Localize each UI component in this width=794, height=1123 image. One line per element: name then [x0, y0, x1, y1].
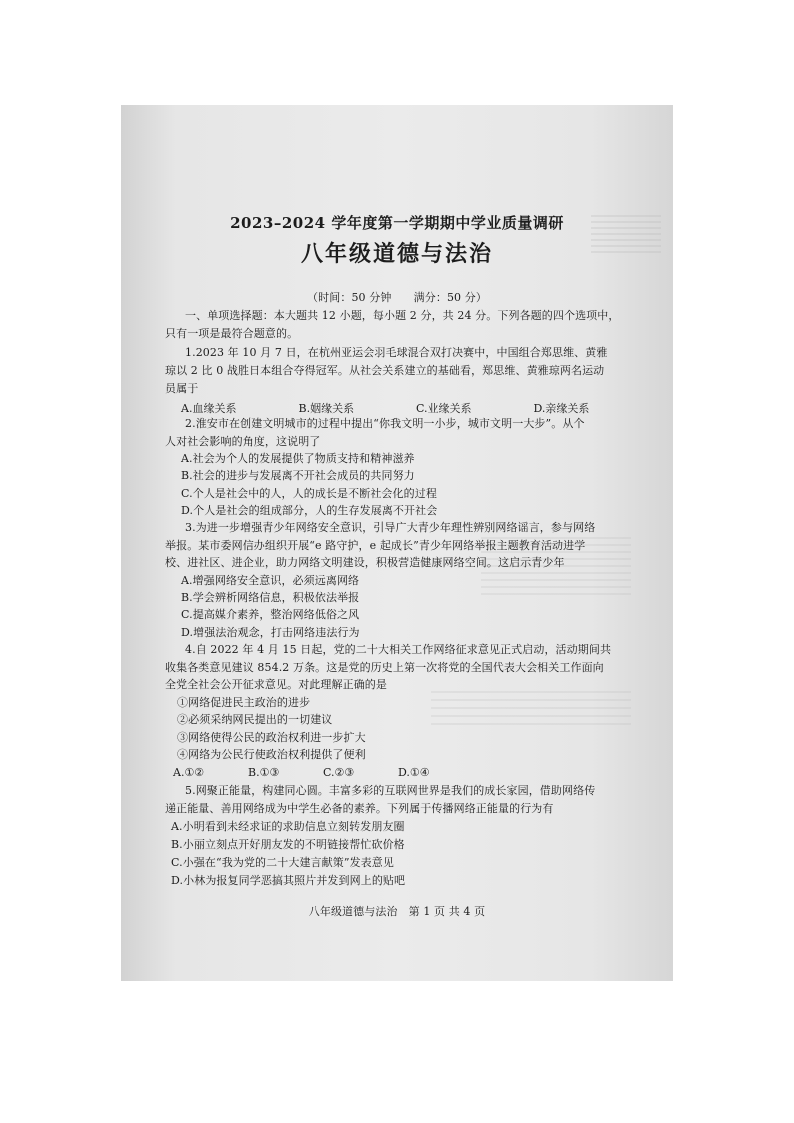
question-text: 收集各类意见建议 854.2 万条。这是党的历史上第一次将党的全国代表大会相关工作面向 — [165, 661, 604, 674]
question-text: 5.网聚正能量，构建同心圆。丰富多彩的互联网世界是我们的成长家园，借助网络传 — [185, 784, 596, 797]
statement-item: ②必须采纳网民提出的一切建议 — [177, 713, 333, 726]
question-text: 4.自 2022 年 4 月 15 日起，党的二十大相关工作网络征求意见正式启动，活动期间共 — [185, 643, 612, 656]
question-text: 人对社会影响的角度，这说明了 — [165, 435, 321, 448]
question-text: 员属于 — [165, 382, 199, 395]
bleed-through-mark — [431, 685, 631, 725]
option: D.亲缘关系 — [533, 402, 590, 415]
question-text: 3.为进一步增强青少年网络安全意识，引导广大青少年理性辨别网络谣言，参与网络 — [185, 521, 596, 534]
option: B.社会的进步与发展离不开社会成员的共同努力 — [181, 469, 415, 482]
option: C.提高媒介素养，整治网络低俗之风 — [181, 608, 360, 621]
question-text: 递正能量、善用网络成为中学生必备的素养。下列属于传播网络正能量的行为有 — [165, 802, 554, 815]
statement-item: ①网络促进民主政治的进步 — [177, 696, 311, 709]
option: B.姻缘关系 — [298, 402, 355, 415]
option: D.①④ — [398, 766, 430, 779]
option: B.①③ — [248, 766, 280, 779]
question-text: 琼以 2 比 0 战胜日本组合夺得冠军。从社会关系建立的基础看，郑思维、黄雅琼两名运动 — [165, 364, 605, 377]
question-text: 全党全社会公开征求意见。对此理解正确的是 — [165, 678, 387, 691]
school-year-heading: 2023–2024 学年度第一学期期中学业质量调研 — [230, 214, 564, 232]
option: D.小林为报复同学恶搞其照片并发到网上的贴吧 — [171, 874, 406, 887]
option: A.增强网络安全意识，必须远离网络 — [181, 574, 360, 587]
option: B.学会辨析网络信息，积极依法举报 — [181, 591, 360, 604]
option: C.个人是社会中的人，人的成长是不断社会化的过程 — [181, 487, 437, 500]
section-instruction: 只有一项是最符合题意的。 — [165, 327, 299, 340]
statement-item: ③网络使得公民的政治权利进一步扩大 — [177, 731, 366, 744]
option: C.业缘关系 — [416, 402, 472, 415]
option: A.①② — [173, 766, 205, 779]
option: D.个人是社会的组成部分，人的生存发展离不开社会 — [181, 504, 438, 517]
option: D.增强法治观念，打击网络违法行为 — [181, 626, 360, 639]
option: C.小强在“我为党的二十大建言献策”发表意见 — [171, 856, 394, 869]
section-instruction: 一、单项选择题：本大题共 12 小题，每小题 2 分，共 24 分。下列各题的四个选项中， — [185, 309, 620, 322]
subject-title: 八年级道德与法治 — [300, 241, 493, 267]
exam-info: （时间：50 分钟 满分：50 分） — [307, 291, 487, 304]
option: A.小明看到未经求证的求助信息立刻转发朋友圈 — [171, 820, 405, 833]
option: C.②③ — [323, 766, 355, 779]
option-row — [173, 766, 473, 779]
option-row — [181, 400, 651, 416]
option: A.血缘关系 — [181, 402, 237, 415]
question-text: 举报。某市委网信办组织开展“e 路守护，e 起成长”青少年网络举报主题教育活动进学 — [165, 539, 586, 552]
option: B.小丽立刻点开好朋友发的不明链接帮忙砍价格 — [171, 838, 405, 851]
question-text: 校、进社区、进企业，助力网络文明建设，积极营造健康网络空间。这启示青少年 — [165, 556, 565, 569]
scanned-page — [121, 105, 673, 981]
option: A.社会为个人的发展提供了物质支持和精神滋养 — [181, 452, 415, 465]
question-text: 1.2023 年 10 月 7 日，在杭州亚运会羽毛球混合双打决赛中，中国组合郑思维、黄雅 — [185, 346, 608, 359]
statement-item: ④网络为公民行使政治权利提供了便利 — [177, 748, 366, 761]
page-footer: 八年级道德与法治 第 1 页 共 4 页 — [308, 905, 486, 918]
question-text: 2.淮安市在创建文明城市的过程中提出“你我文明一小步，城市文明一大步”。从个 — [185, 417, 585, 430]
